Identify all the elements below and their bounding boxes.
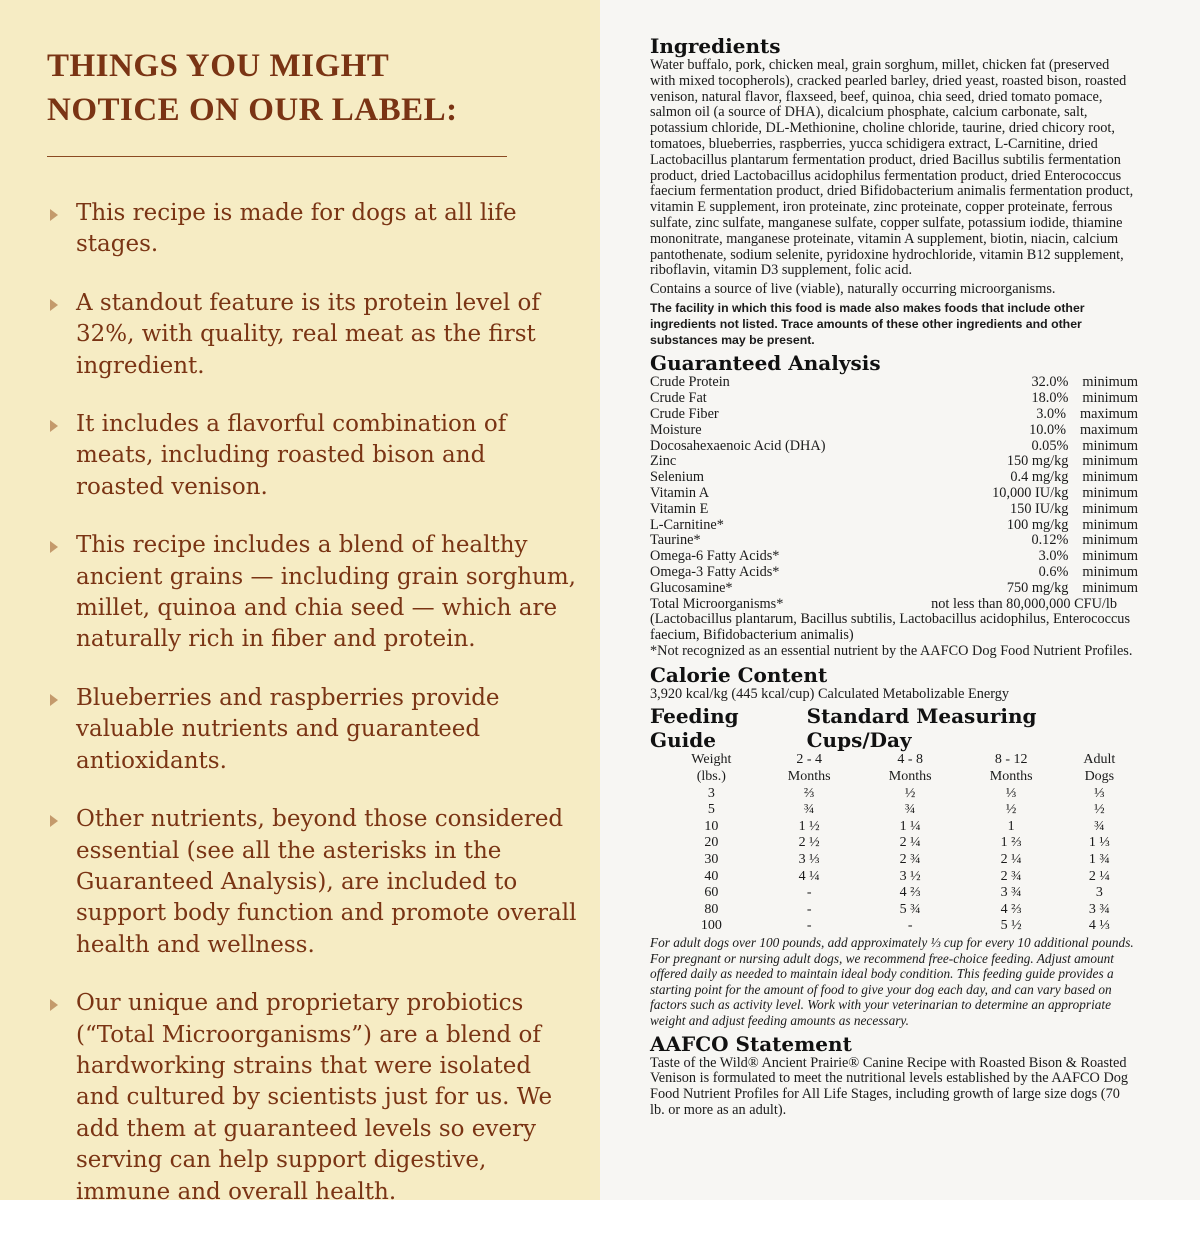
feeding-cell: Months	[888, 769, 932, 785]
feeding-cell: -	[907, 918, 913, 934]
feeding-cell: 4 ⅓	[1088, 918, 1110, 934]
analysis-name: Omega-6 Fatty Acids*	[650, 548, 780, 565]
feeding-cell: 1	[1007, 818, 1015, 834]
feeding-cell: 2 ¼	[1088, 868, 1110, 884]
feeding-cell: 1 ¾	[1088, 852, 1110, 868]
analysis-value: 18.0%	[1031, 390, 1069, 407]
analysis-value: 32.0%	[1031, 374, 1069, 391]
analysis-row	[650, 581, 1138, 597]
feeding-cell: ½	[1094, 802, 1105, 818]
feeding-cell: 40	[704, 868, 719, 884]
analysis-value: 150 IU/kg	[1010, 500, 1069, 517]
feeding-cell: 3	[1095, 885, 1103, 901]
feature-text: Other nutrients, beyond those considered essential (see all the asterisks in the Guaranteed Analysis), are included to support body function and promote overall health and wellness.	[76, 806, 577, 958]
triangle-bullet-icon	[50, 541, 58, 553]
analysis-value: 0.6%	[1038, 563, 1069, 580]
feeding-header-row	[664, 769, 1137, 786]
feeding-cell: 5 ½	[1000, 918, 1022, 934]
analysis-value: 0.12%	[1031, 532, 1069, 549]
analysis-value: 150 mg/kg	[1006, 453, 1069, 470]
feeding-cell: 20	[704, 835, 719, 851]
feeding-cell: ½	[1005, 802, 1017, 818]
analysis-value: 100 mg/kg	[1006, 516, 1069, 533]
feeding-cell: Dogs	[1084, 769, 1115, 785]
heading-line-2: NOTICE ON OUR LABEL:	[47, 92, 458, 128]
feeding-cell: -	[806, 901, 812, 917]
feeding-row	[664, 852, 1137, 869]
aafco-text: Taste of the Wild® Ancient Prairie® Canine Recipe with Roasted Bison & Roasted Venison is formulated to meet the nutritional levels established by the AAFCO Dog Food Nutrient Profiles for All Life Stages, including growth of large size dogs (70 lb. or more as an adult).	[650, 1054, 1129, 1118]
analysis-name: Crude Protein	[650, 374, 730, 391]
feature-text: This recipe is made for dogs at all life stages.	[76, 200, 517, 258]
analysis-qualifier: minimum	[1082, 453, 1138, 470]
feeding-cell: 4 - 8	[897, 752, 923, 768]
feeding-title: Feeding Guide	[650, 704, 739, 753]
analysis-name: Glucosamine*	[650, 579, 733, 596]
analysis-name: Moisture	[650, 421, 702, 438]
feeding-cell: 1 ½	[798, 818, 820, 834]
heading-line-1: THINGS YOU MIGHT	[47, 48, 390, 84]
feeding-row	[664, 885, 1137, 902]
analysis-value: 3.0%	[1038, 548, 1069, 565]
feeding-cell: 5 ¾	[899, 901, 921, 917]
feeding-row	[664, 918, 1137, 935]
analysis-qualifier: minimum	[1082, 469, 1138, 486]
panel-heading	[47, 44, 567, 132]
feeding-row	[664, 802, 1137, 819]
analysis-row-microorganisms	[650, 597, 1138, 613]
analysis-row	[650, 375, 1138, 391]
analysis-row	[650, 486, 1138, 502]
analysis-qualifier: minimum	[1082, 437, 1138, 454]
feeding-cell: Adult	[1083, 752, 1116, 768]
feature-text: This recipe includes a blend of healthy ancient grains — including grain sorghum, millet, quinoa and chia seed — which are naturally rich in fiber and protein.	[76, 532, 576, 653]
feeding-cell: 2 ¼	[1000, 852, 1022, 868]
feeding-subtitle: Standard Measuring Cups/Day	[806, 704, 1037, 753]
feeding-row	[664, 869, 1137, 886]
analysis-row	[650, 549, 1138, 565]
feeding-cell: 1 ⅔	[1000, 835, 1022, 851]
analysis-qualifier: maximum	[1080, 421, 1138, 438]
analysis-qualifier: minimum	[1082, 579, 1138, 596]
heading-divider	[47, 156, 507, 157]
analysis-value: 3.0%	[1036, 405, 1067, 422]
analysis-name: Crude Fiber	[650, 405, 719, 422]
analysis-name: Vitamin A	[650, 484, 710, 501]
feature-item	[47, 804, 577, 961]
feature-text: A standout feature is its protein level of 32%, with quality, real meat as the first ingredient.	[76, 289, 540, 379]
feeding-cell: 2 ½	[798, 835, 820, 851]
analysis-qualifier: minimum	[1082, 532, 1138, 549]
analysis-row	[650, 391, 1138, 407]
analysis-name: L-Carnitine*	[650, 516, 724, 533]
feeding-row	[664, 786, 1137, 803]
analysis-row	[650, 439, 1138, 455]
feeding-cell: 1 ⅓	[1088, 835, 1110, 851]
analysis-value: 0.4 mg/kg	[1010, 469, 1069, 486]
analysis-row	[650, 502, 1138, 518]
feeding-cell: ¾	[904, 802, 916, 818]
analysis-value: not less than 80,000,000 CFU/lb	[931, 595, 1117, 612]
feature-item	[47, 288, 577, 382]
nutrition-label	[650, 34, 1138, 1119]
analysis-footnote: *Not recognized as an essential nutrient by the AAFCO Dog Food Nutrient Profiles.	[650, 642, 1133, 659]
feeding-cell: ⅓	[1094, 785, 1105, 801]
feeding-row	[664, 902, 1137, 919]
analysis-title: Guaranteed Analysis	[650, 351, 881, 376]
analysis-qualifier: minimum	[1082, 516, 1138, 533]
analysis-row	[650, 565, 1138, 581]
feeding-cell: Months	[787, 769, 831, 785]
feeding-cell: 80	[704, 901, 719, 917]
feature-item	[47, 683, 577, 777]
feeding-cell: 2 ¼	[899, 835, 921, 851]
analysis-row	[650, 454, 1138, 470]
feature-text: It includes a flavorful combination of meats, including roasted bison and roasted venison.	[76, 411, 507, 500]
analysis-row	[650, 470, 1138, 486]
triangle-bullet-icon	[50, 694, 58, 706]
analysis-row	[650, 407, 1138, 423]
feeding-cell: ¾	[1094, 818, 1105, 834]
analysis-qualifier: minimum	[1082, 390, 1138, 407]
calorie-text: 3,920 kcal/kg (445 kcal/cup) Calculated Metabolizable Energy	[650, 685, 1010, 702]
feeding-cell: 3 ¾	[1000, 885, 1022, 901]
facility-note: The facility in which this food is made also makes foods that include other ingredients not listed. Trace amounts of these other ingredients and other substances may be present.	[650, 300, 1085, 347]
analysis-qualifier: maximum	[1080, 405, 1138, 422]
feeding-cell: ⅓	[1005, 785, 1017, 801]
feeding-cell: 60	[704, 885, 719, 901]
triangle-bullet-icon	[50, 999, 58, 1011]
feeding-cell: -	[806, 885, 812, 901]
feature-list	[47, 198, 577, 1235]
feeding-table	[664, 752, 1137, 935]
feeding-header	[650, 704, 1138, 752]
feeding-note: For adult dogs over 100 pounds, add approximately ⅓ cup for every 10 additional pounds. For pregnant or nursing adult dogs, we recommend free-choice feeding. Adjust amount offered daily as needed to maintain ideal body condition. This feeding guide provides a starting point for the amount of food to give your dog each day, and can vary based on factors such as activity level. Work with your veterinarian to determine an appropriate weight and adjust feeding amounts as necessary.	[650, 935, 1134, 1028]
feature-item	[47, 409, 577, 503]
feature-item	[47, 988, 577, 1208]
analysis-row	[650, 533, 1138, 549]
feeding-cell: ¾	[803, 802, 815, 818]
feature-text: Our unique and proprietary probiotics (“Total Microorganisms”) are a blend of hardworking strains that were isolated and cultured by scientists just for us. We add them at guaranteed levels so every serving can help support digestive, immune and overall health.	[76, 990, 553, 1205]
analysis-value: 0.05%	[1031, 437, 1069, 454]
triangle-bullet-icon	[50, 299, 58, 311]
feeding-header-row	[664, 752, 1137, 769]
analysis-qualifier: minimum	[1082, 548, 1138, 565]
feeding-cell: 4 ⅔	[1000, 901, 1022, 917]
calorie-title: Calorie Content	[650, 662, 828, 687]
feeding-cell: 10	[704, 818, 719, 834]
feeding-cell: ⅔	[803, 785, 815, 801]
analysis-name: Selenium	[650, 469, 705, 486]
feeding-cell: Weight	[691, 752, 732, 768]
triangle-bullet-icon	[50, 209, 58, 221]
feeding-cell: 3 ½	[899, 868, 921, 884]
feeding-row	[664, 819, 1137, 836]
feeding-cell: 30	[704, 852, 719, 868]
feeding-cell: -	[806, 918, 812, 934]
feeding-cell: 1 ¼	[899, 818, 921, 834]
analysis-qualifier: minimum	[1082, 563, 1138, 580]
probiotic-note: Contains a source of live (viable), naturally occurring microorganisms.	[650, 281, 1056, 298]
analysis-name: Docosahexaenoic Acid (DHA)	[650, 437, 826, 454]
feeding-cell: 3	[707, 785, 715, 801]
feeding-row	[664, 835, 1137, 852]
feeding-cell: 2 ¾	[1000, 868, 1022, 884]
aafco-title: AAFCO Statement	[650, 1031, 852, 1056]
feeding-cell: 2 - 4	[796, 752, 822, 768]
analysis-name: Taurine*	[650, 532, 701, 549]
analysis-qualifier: minimum	[1082, 484, 1138, 501]
feeding-cell: (lbs.)	[696, 769, 726, 785]
analysis-qualifier: minimum	[1082, 374, 1138, 391]
feeding-cell: 4 ¼	[798, 868, 820, 884]
analysis-name: Vitamin E	[650, 500, 709, 517]
microorganism-strains: (Lactobacillus plantarum, Bacillus subtilis, Lactobacillus acidophilus, Enterococcus faecium, Bifidobacterium animalis)	[650, 611, 1131, 644]
ingredients-text: Water buffalo, pork, chicken meal, grain sorghum, millet, chicken fat (preserved with mixed tocopherols), cracked pearled barley, dried yeast, roasted bison, roasted venison, natural flavor, flaxseed, beef, quinoa, chia seed, dried tomato pomace, salmon oil (a source of DHA), dicalcium phosphate, calcium carbonate, salt, potassium chloride, DL-Methionine, choline chloride, taurine, dried chicory root, tomatoes, blueberries, raspberries, yucca schidigera extract, L-Carnitine, dried Lactobacillus plantarum fermentation product, dried Bacillus subtilis fermentation product, dried Lactobacillus acidophilus fermentation product, dried Enterococcus faecium fermentation product, dried Bifidobacterium animalis fermentation product, vitamin E supplement, iron proteinate, zinc proteinate, copper proteinate, ferrous sulfate, zinc sulfate, manganese sulfate, copper sulfate, potassium iodide, thiamine mononitrate, manganese proteinate, vitamin A supplement, biotin, niacin, calcium pantothenate, sodium selenite, pyridoxine hydrochloride, vitamin B12 supplement, riboflavin, vitamin D3 supplement, folic acid.	[650, 57, 1134, 279]
analysis-table	[650, 375, 1138, 596]
feeding-cell: 8 - 12	[994, 752, 1028, 768]
feeding-cell: 2 ¾	[899, 852, 921, 868]
feeding-cell: 5	[707, 802, 715, 818]
feature-item	[47, 198, 577, 261]
feeding-cell: 100	[700, 918, 722, 934]
analysis-name: Total Microorganisms*	[650, 595, 784, 612]
feeding-cell: 3 ¾	[1088, 901, 1110, 917]
analysis-value: 10,000 IU/kg	[992, 484, 1069, 501]
analysis-row	[650, 423, 1138, 439]
analysis-name: Zinc	[650, 453, 677, 470]
feeding-cell: 3 ⅓	[798, 852, 820, 868]
analysis-name: Crude Fat	[650, 390, 707, 407]
ingredients-title: Ingredients	[650, 34, 781, 58]
analysis-value: 10.0%	[1029, 421, 1067, 438]
feeding-cell: 4 ⅔	[899, 885, 921, 901]
feature-text: Blueberries and raspberries provide valuable nutrients and guaranteed antioxidants.	[76, 684, 500, 774]
info-panel	[0, 0, 600, 1205]
analysis-qualifier: minimum	[1082, 500, 1138, 517]
analysis-row	[650, 518, 1138, 534]
feature-item	[47, 530, 577, 656]
triangle-bullet-icon	[50, 815, 58, 827]
analysis-value: 750 mg/kg	[1006, 579, 1069, 596]
feeding-cell: ½	[904, 785, 916, 801]
triangle-bullet-icon	[50, 420, 58, 432]
feeding-cell: Months	[989, 769, 1033, 785]
analysis-name: Omega-3 Fatty Acids*	[650, 563, 780, 580]
